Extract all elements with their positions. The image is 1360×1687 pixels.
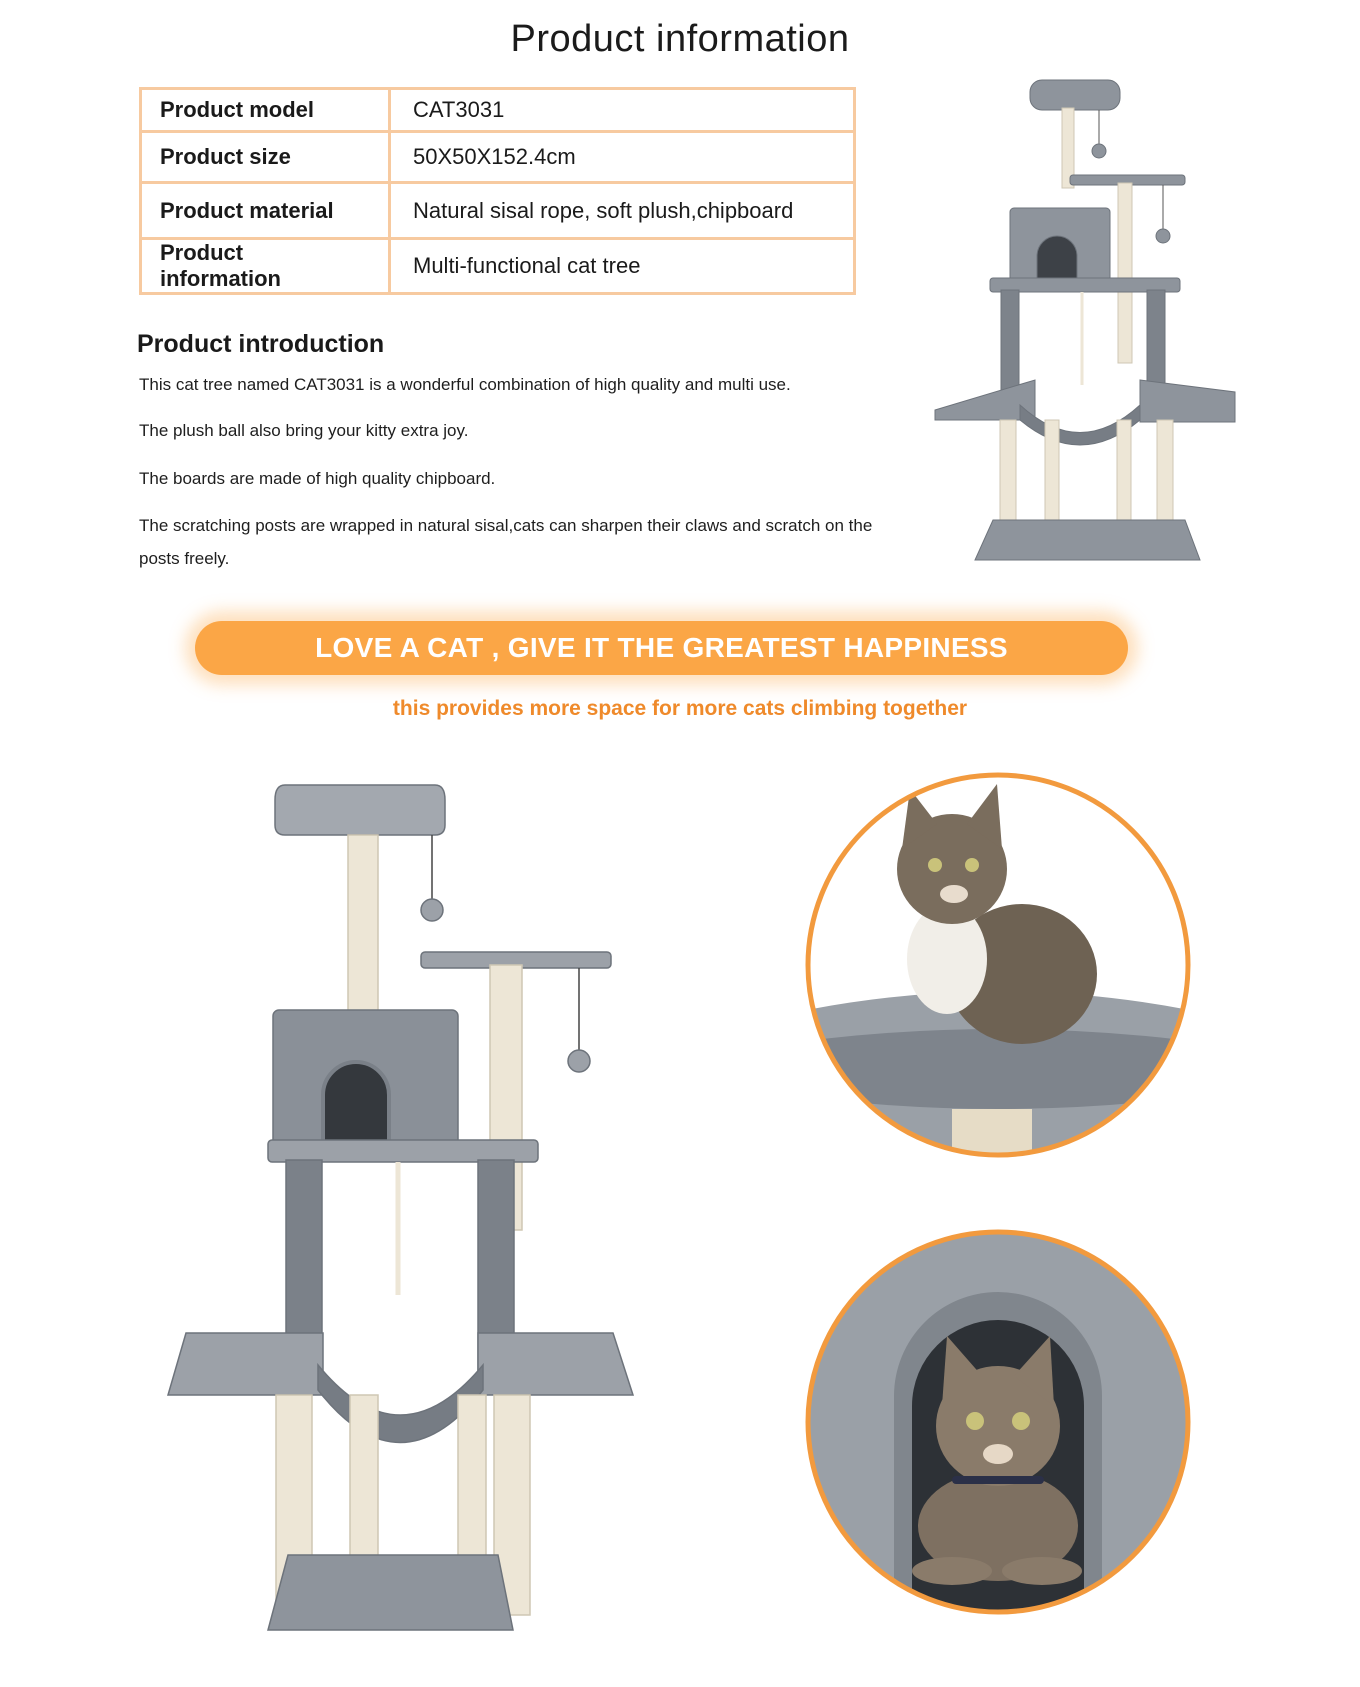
introduction-paragraph: This cat tree named CAT3031 is a wonderful combination of high quality and multi use. xyxy=(139,375,791,394)
spec-row xyxy=(141,183,855,239)
spec-table xyxy=(139,87,856,295)
spec-value: Natural sisal rope, soft plush,chipboard xyxy=(390,183,855,239)
slogan-banner xyxy=(195,621,1128,675)
spec-label: Product size xyxy=(141,132,390,183)
spec-row xyxy=(141,132,855,183)
introduction-paragraph: The boards are made of high quality chipboard. xyxy=(139,469,496,488)
tagline: this provides more space for more cats climbing together xyxy=(392,697,968,720)
small-cat-tree-image xyxy=(925,80,1225,570)
spec-label: Product information xyxy=(141,239,390,294)
spec-row xyxy=(141,239,855,294)
spec-value: Multi-functional cat tree xyxy=(390,239,855,294)
introduction-heading: Product introduction xyxy=(137,330,385,358)
spec-label: Product material xyxy=(141,183,390,239)
spec-value: CAT3031 xyxy=(390,89,855,132)
page-title: Product information xyxy=(510,18,850,60)
spec-value: 50X50X152.4cm xyxy=(390,132,855,183)
large-cat-tree-image xyxy=(158,785,658,1635)
slogan-banner-text: LOVE A CAT , GIVE IT THE GREATEST HAPPINESS xyxy=(315,632,1008,663)
introduction-paragraph: The plush ball also bring your kitty extra joy. xyxy=(139,421,469,440)
introduction-paragraph: The scratching posts are wrapped in natural sisal,cats can sharpen their claws and scratch on the posts freely. xyxy=(139,516,873,568)
spec-row xyxy=(141,89,855,132)
cat-on-perch-image xyxy=(802,769,1194,1161)
cat-in-condo-image xyxy=(802,1226,1194,1618)
spec-label: Product model xyxy=(141,89,390,132)
